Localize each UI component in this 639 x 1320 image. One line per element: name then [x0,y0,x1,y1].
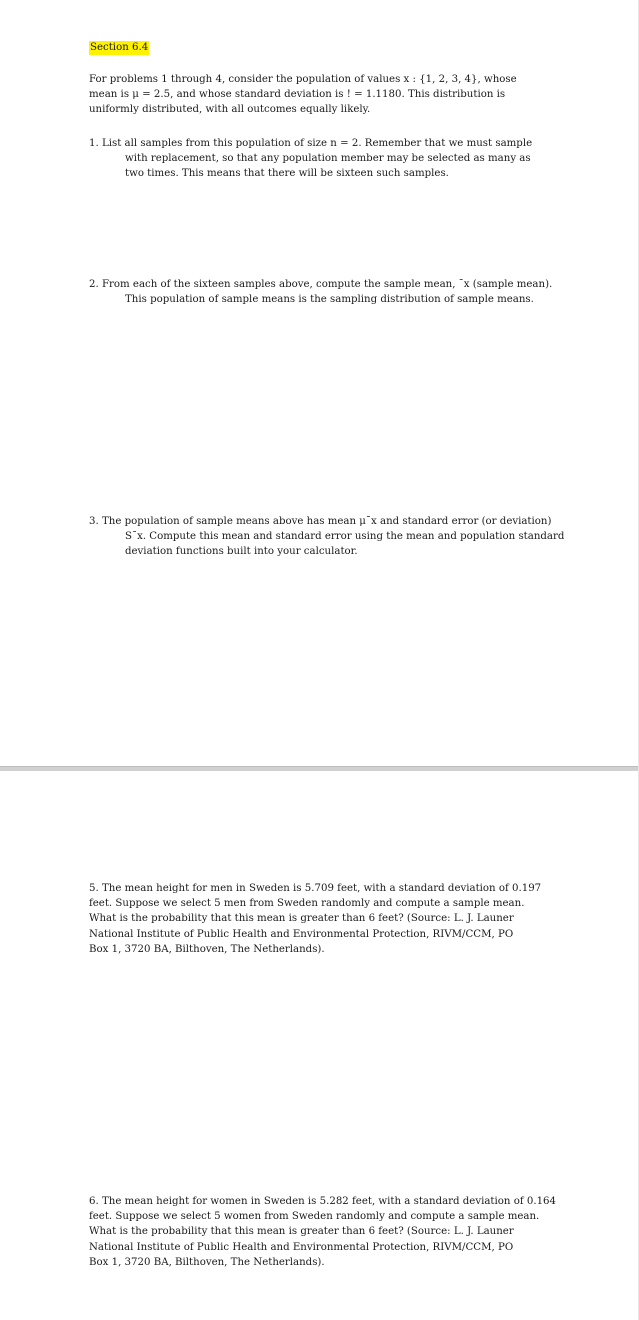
problem-1-line: two times. This means that there will be sixteen such samples. [125,168,449,180]
problem-6-line: What is the probability that this mean is greater than 6 feet? (Source: L. J. Launer [89,1226,514,1238]
intro-line: For problems 1 through 4, consider the population of values x : {1, 2, 3, 4}, whose [89,74,517,85]
problem-5-line: 5. The mean height for men in Sweden is 5.709 feet, with a standard deviation of 0.197 [89,883,542,894]
problem-5-line: feet. Suppose we select 5 men from Sweden randomly and compute a sample mean. [89,898,525,910]
problem-3-line: S¯x. Compute this mean and standard error using the mean and population standard [125,531,565,543]
problem-5-line: National Institute of Public Health and Environmental Protection, RIVM/CCM, PO [89,928,514,940]
intro-paragraph [89,72,517,118]
section-heading: Section 6.4 [90,42,149,53]
problem-6-line: feet. Suppose we select 5 women from Sweden randomly and compute a sample mean. [89,1211,540,1223]
problem-2 [89,277,552,307]
problem-5-line: What is the probability that this mean is greater than 6 feet? (Source: L. J. Launer [89,913,514,925]
document-page-2 [0,771,639,1320]
problem-6-line: 6. The mean height for women in Sweden is 5.282 feet, with a standard deviation of 0.164 [89,1196,557,1207]
intro-line: uniformly distributed, with all outcomes equally likely. [89,104,371,116]
problem-3-line: deviation functions built into your calculator. [125,546,358,558]
intro-line: mean is μ = 2.5, and whose standard deviation is ! = 1.1180. This distribution is [89,89,506,101]
problem-3 [89,514,564,560]
problem-6 [89,1194,556,1270]
problem-6-line: Box 1, 3720 BA, Bilthoven, The Netherlands). [89,1256,325,1268]
problem-3-line: 3. The population of sample means above has mean μ¯x and standard error (or deviation) [89,516,552,527]
problem-2-line: This population of sample means is the sampling distribution of sample means. [125,294,534,306]
problem-2-line: 2. From each of the sixteen samples above, compute the sample mean, ¯x (sample mean). [89,279,553,290]
problem-5 [89,881,541,957]
problem-1 [89,136,532,182]
problem-1-line: with replacement, so that any population member may be selected as many as [125,153,531,165]
problem-1-line: 1. List all samples from this population of size n = 2. Remember that we must sample [89,138,533,149]
problem-6-line: National Institute of Public Health and Environmental Protection, RIVM/CCM, PO [89,1241,514,1253]
problem-5-line: Box 1, 3720 BA, Bilthoven, The Netherlands). [89,943,325,955]
